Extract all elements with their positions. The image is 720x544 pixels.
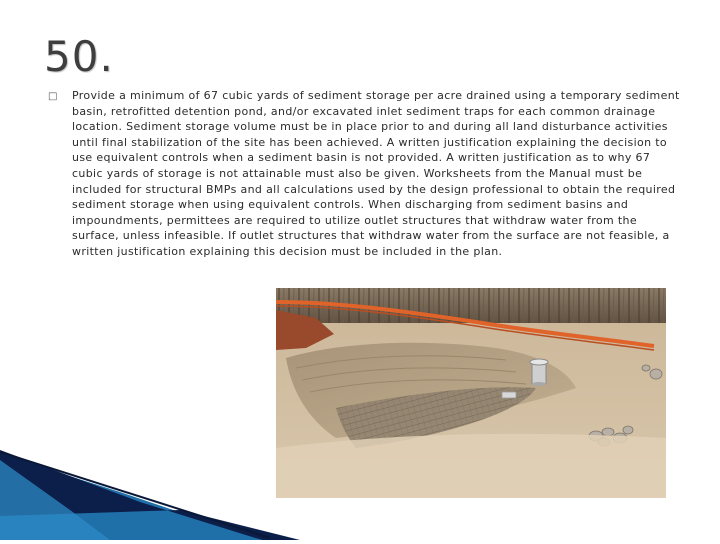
- square-bullet-icon: □: [48, 91, 58, 102]
- corner-swoosh-decoration: [0, 420, 300, 544]
- bullet-text: Provide a minimum of 67 cubic yards of sediment storage per acre drained using a temporary sediment basin, retrofitted detention pond, and/or excavated inlet sediment traps for each common drainage location. Sediment storage volume must be in place prior to and during all land disturbance activities until final stabilization of the site has been achieved. A written justification explaining the decision to use equivalent controls when a sediment basin is not provided. A written justification as to why 67 cubic yards of storage is not attainable must also be given. Worksheets from the Manual must be included for structural BMPs and all calculations used by the design professional to obtain the required sediment storage when using equivalent controls. When discharging from sediment basins and impoundments, permittees are required to utilize outlet structures that withdraw water from the surface, unless infeasible. If outlet structures that withdraw water from the surface are not feasible, a written justification explaining this decision must be included in the plan.: [72, 89, 680, 258]
- slide-title: 50.: [44, 32, 114, 81]
- sediment-basin-photo: [276, 288, 666, 498]
- foreground-dirt: [276, 434, 666, 498]
- bullet-item: [48, 88, 680, 260]
